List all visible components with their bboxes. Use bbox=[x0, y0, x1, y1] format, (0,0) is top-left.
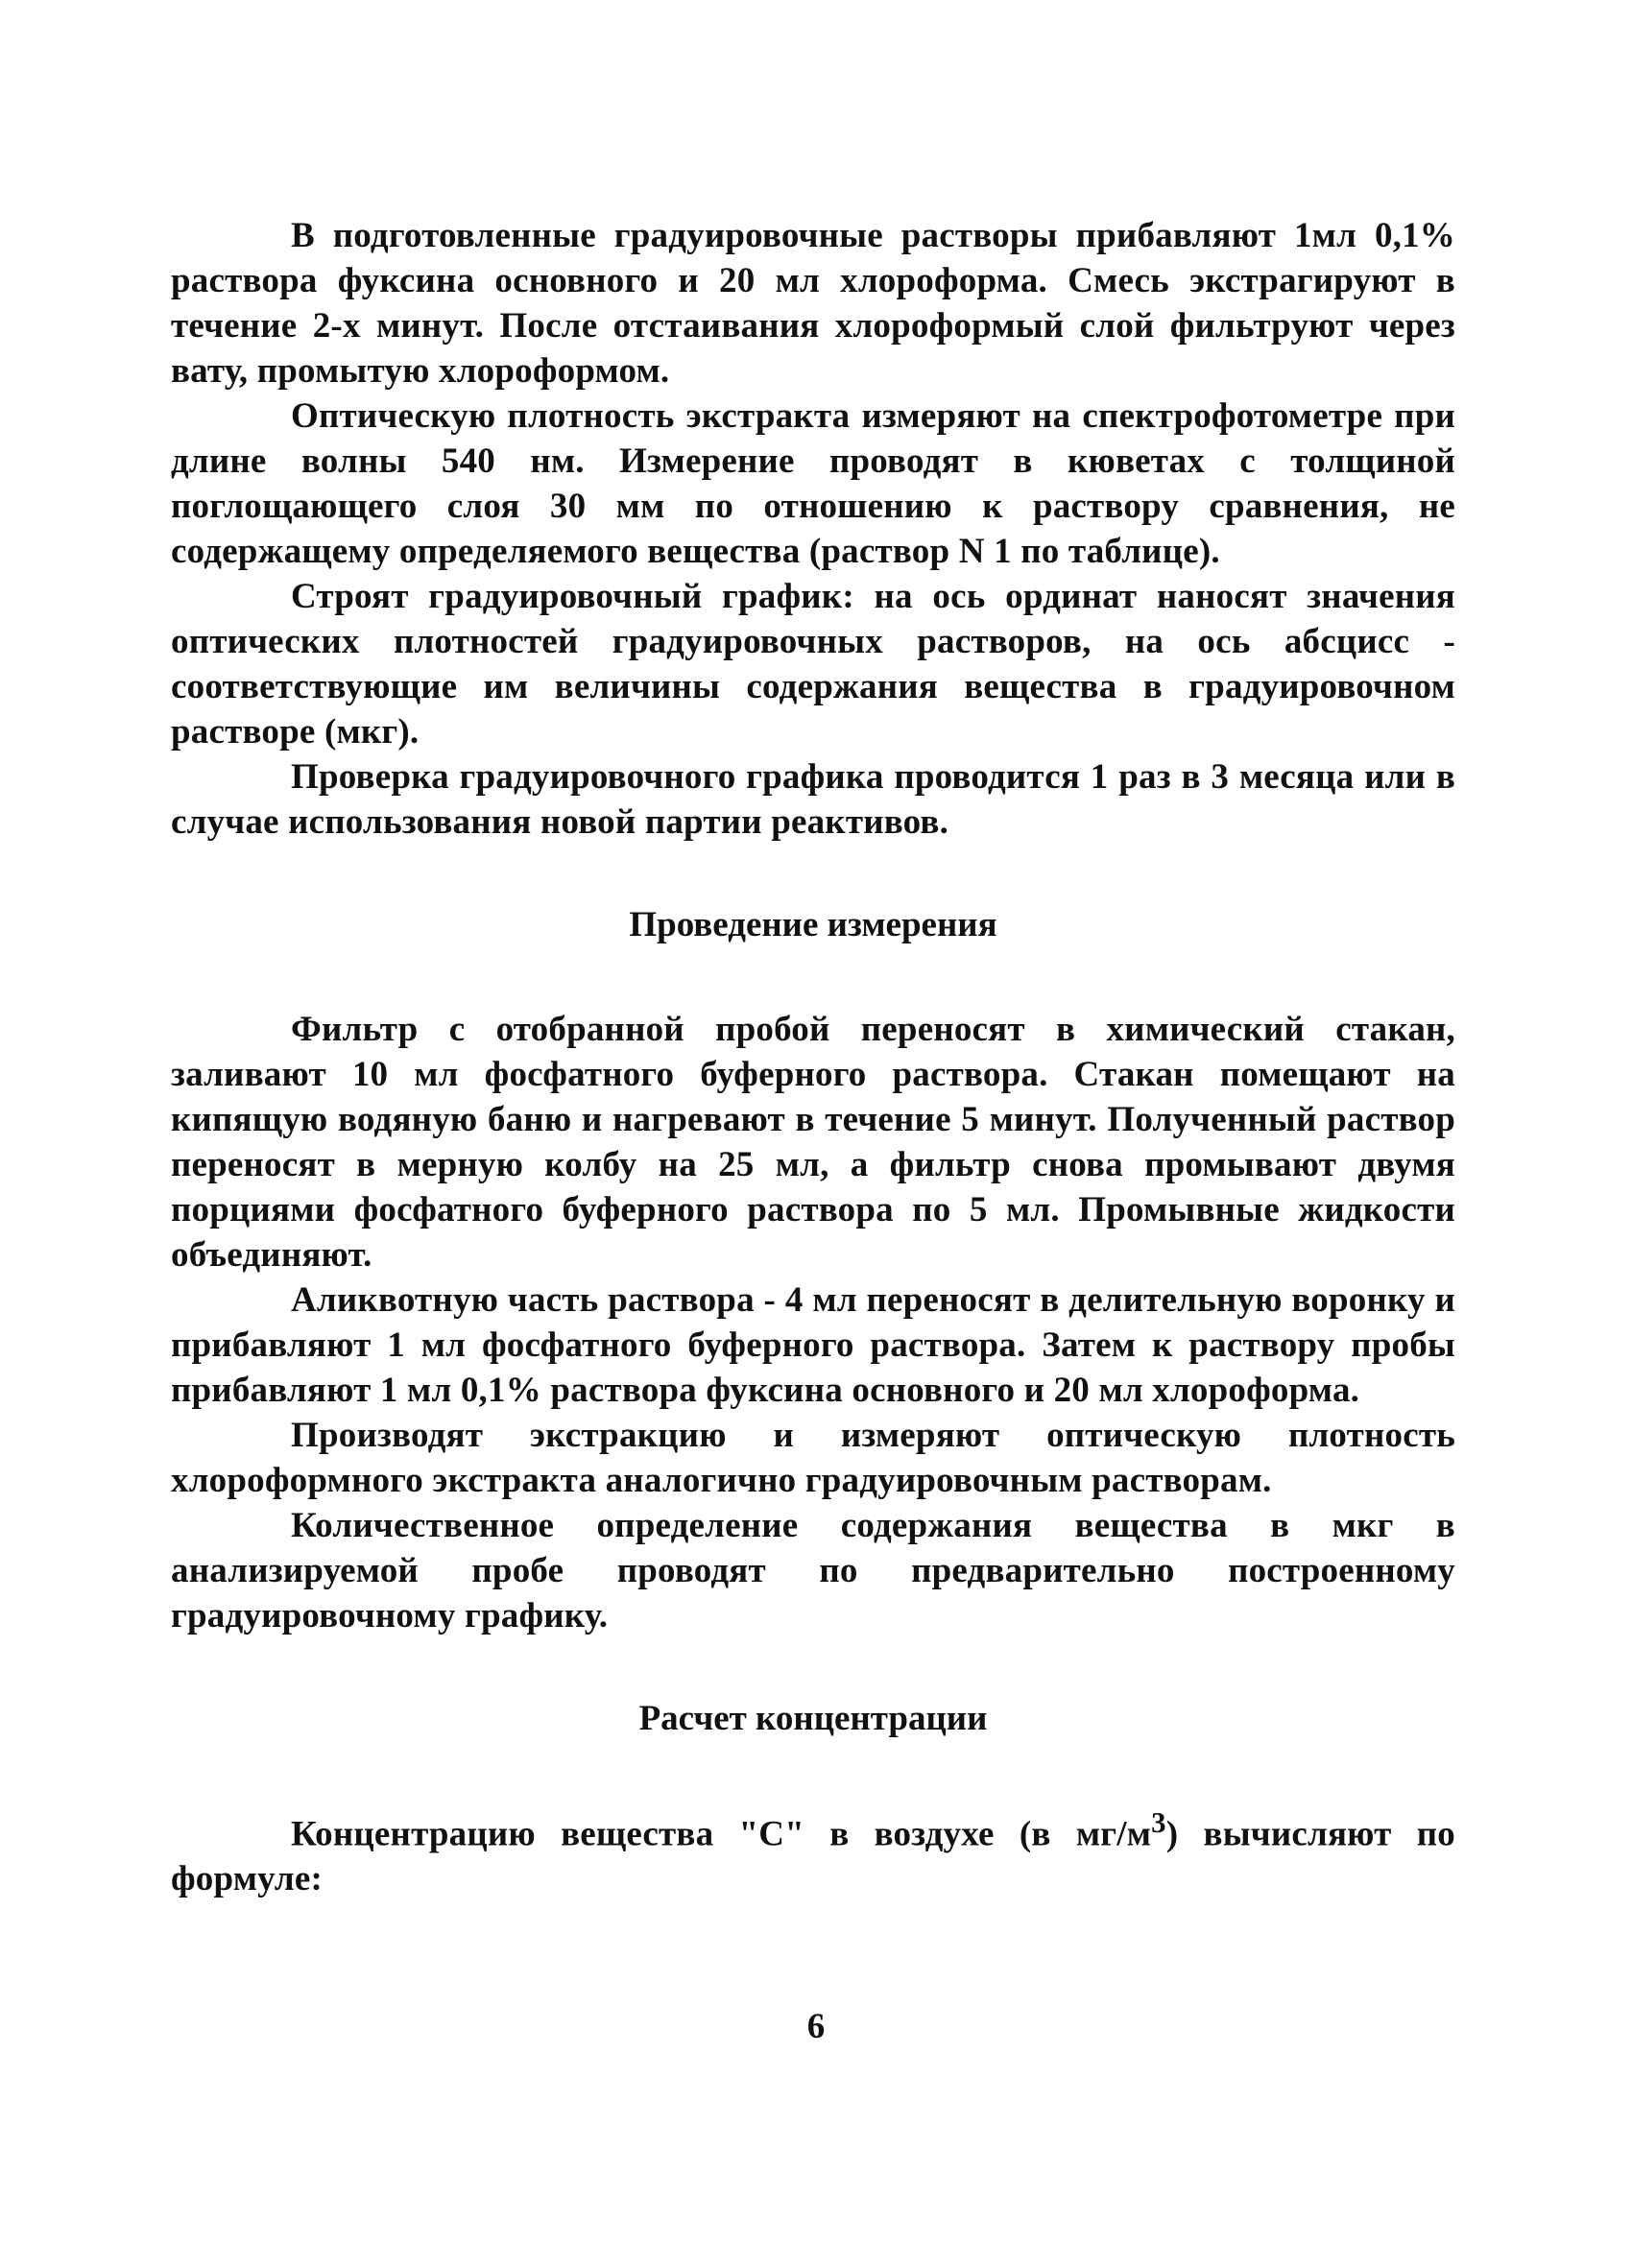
paragraph: Фильтр с отобранной пробой переносят в химический стакан, заливают 10 мл фосфатного буферного раствора. Стакан помещают на кипящую водяную баню и нагревают в течение 5 минут. Полученный раствор переносят в мерную колбу на 25 мл, а фильтр снова промывают двумя порциями фосфатного буферного раствора по 5 мл. Промывные жидкости объединяют. bbox=[171, 1010, 1455, 1275]
formula-intro-superscript: 3 bbox=[1151, 1806, 1166, 1839]
section-heading-calculation: Расчет концентрации bbox=[638, 1699, 988, 1738]
paragraph: Аликвотную часть раствора - 4 мл переносят в делительную воронку и прибавляют 1 мл фосфатного буферного раствора. Затем к раствору пробы прибавляют 1 мл 0,1% раствора фуксина основного и 20 мл хлороформа. bbox=[171, 1280, 1455, 1410]
page-number: 6 bbox=[806, 2007, 826, 2046]
paragraph: Строят градуировочный график: на ось ординат наносят значения оптических плотностей градуировочных растворов, на ось абсцисс - соответствующие им величины содержания вещества в градуировочном растворе (мкг). bbox=[171, 577, 1455, 752]
formula-intro-text: Концентрацию вещества "С" в воздухе (в мг/м bbox=[291, 1814, 1152, 1854]
formula-intro-text-end: ) вычисляют по формуле: bbox=[171, 1814, 1455, 1899]
paragraph: Количественное определение содержания вещества в мкг в анализируемой пробе проводят по предварительно построенному градуировочному графику. bbox=[171, 1506, 1455, 1635]
paragraph: Производят экстракцию и измеряют оптическую плотность хлороформного экстракта аналогично градуировочным растворам. bbox=[171, 1416, 1455, 1500]
paragraph: В подготовленные градуировочные растворы прибавляют 1мл 0,1% раствора фуксина основного и 20 мл хлороформа. Смесь экстрагируют в течение 2-х минут. После отстаивания хлороформый слой фильтруют через вату, промытую хлороформом. bbox=[171, 216, 1455, 391]
paragraph: Проверка градуировочного графика проводится 1 раз в 3 месяца или в случае использования новой партии реактивов. bbox=[171, 757, 1455, 842]
document-page bbox=[171, 213, 1455, 1901]
paragraph: Оптическую плотность экстракта измеряют на спектрофотометре при длине волны 540 нм. Измерение проводят в кюветах с толщиной поглощающего слоя 30 мм по отношению к раствору сравнения, не содержащему определяемого вещества (раствор N 1 по таблице). bbox=[171, 396, 1455, 571]
formula-intro-paragraph bbox=[171, 1801, 1455, 1901]
section-heading-measurement: Проведение измерения bbox=[629, 905, 997, 944]
